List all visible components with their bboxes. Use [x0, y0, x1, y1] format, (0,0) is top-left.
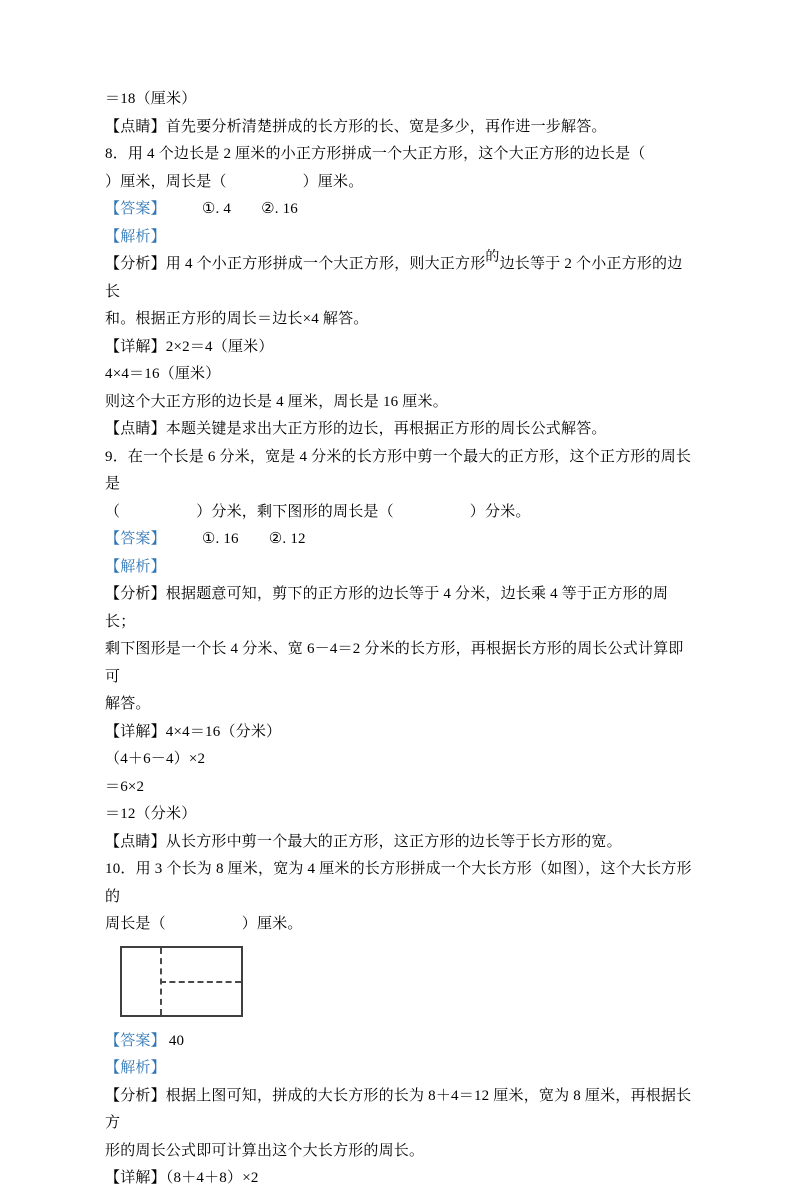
q10-answer-line: [105, 1028, 694, 1056]
q8-analysis-text-after: 边长等于 2 个小正方形的边长: [105, 256, 683, 300]
q9-answer-blank-2: ②. 12: [268, 531, 306, 547]
q8-analysis-line1: [105, 251, 694, 306]
question-8-line2: ）厘米，周长是（ ）厘米。: [105, 173, 364, 190]
q8-answer-line: [105, 196, 694, 224]
q9-analysis-line3: 解答。: [105, 696, 151, 712]
q10-analysis-line1: 【分析】根据上图可知，拼成的大长方形的长为 8＋4＝12 厘米，宽为 8 厘米，再根据长方: [105, 1087, 692, 1131]
question-10-line2: 周长是（ ）厘米。: [105, 916, 303, 932]
q8-analysis-line2: 和。根据正方形的周长＝边长×4 解答。: [105, 311, 369, 327]
q8-analysis-label: 【解析】: [105, 228, 166, 245]
q10-answer-label: 【答案】: [105, 1032, 166, 1049]
q9-analysis-line1: 【分析】根据题意可知，剪下的正方形的边长等于 4 分米，边长乘 4 等于正方形的周长；: [105, 586, 669, 630]
q8-answer-label: 【答案】: [105, 201, 166, 217]
q10-detail-line1: 【详解】（8＋4＋8）×2: [105, 1170, 259, 1186]
q9-answer-label: 【答案】: [105, 531, 166, 547]
q8-detail-line3: 则这个大正方形的边长是 4 厘米，周长是 16 厘米。: [105, 393, 448, 410]
q10-analysis-label: 【解析】: [105, 1060, 166, 1076]
q10-figure: [120, 946, 694, 1017]
question-9-line1: 9．在一个长是 6 分米，宽是 4 分米的长方形中剪一个最大的正方形，这个正方形的周长是: [105, 448, 692, 492]
q8-analysis-text-before: 【分析】用 4 个小正方形拼成一个大正方形，则大正方形: [105, 256, 486, 272]
figure-rectangle: [120, 946, 243, 1017]
q10-answer-value: 40: [168, 1032, 185, 1049]
q9-answer-blank-1: ①. 16: [201, 531, 239, 547]
q9-detail-line1: 【详解】4×4＝16（分米）: [105, 723, 282, 740]
q9-detail-line3: ＝6×2: [105, 778, 145, 795]
q9-answer-line: [105, 526, 694, 554]
q8-tip-line: 【点睛】本题关键是求出大正方形的边长，再根据正方形的周长公式解答。: [105, 421, 607, 437]
q9-analysis-line2: 剩下图形是一个长 4 分米、宽 6－4＝2 分米的长方形，再根据长方形的周长公式计算即可: [105, 641, 684, 685]
q9-analysis-label: 【解析】: [105, 558, 166, 575]
q8-detail-line2: 4×4＝16（厘米）: [105, 366, 221, 382]
question-8-line1: 8．用 4 个边长是 2 厘米的小正方形拼成一个大正方形，这个大正方形的边长是（: [105, 146, 646, 162]
q9-detail-line4: ＝12（分米）: [105, 806, 197, 822]
calc-result-line: ＝18（厘米）: [105, 91, 197, 107]
prev-tip-line: 【点睛】首先要分析清楚拼成的长方形的长、宽是多少，再作进一步解答。: [105, 118, 607, 135]
q8-answer-blank-1: ①. 4: [201, 201, 232, 217]
q8-analysis-superscript: 的: [485, 250, 500, 265]
question-10-line1: 10．用 3 个长为 8 厘米，宽为 4 厘米的长方形拼成一个大长方形（如图），这个大长方形的: [105, 861, 692, 905]
q9-detail-line2: （4＋6－4）×2: [105, 751, 206, 767]
dashed-divider-horizontal-icon: [160, 981, 241, 983]
q10-analysis-line2: 形的周长公式即可计算出这个大长方形的周长。: [105, 1142, 425, 1159]
q9-tip-line: 【点睛】从长方形中剪一个最大的正方形，这正方形的边长等于长方形的宽。: [105, 833, 622, 850]
q8-detail-line1: 【详解】2×2＝4（厘米）: [105, 338, 274, 355]
q8-answer-blank-2: ②. 16: [261, 201, 299, 217]
question-9-line2: （ ）分米，剩下图形的周长是（ ）分米。: [105, 503, 531, 520]
